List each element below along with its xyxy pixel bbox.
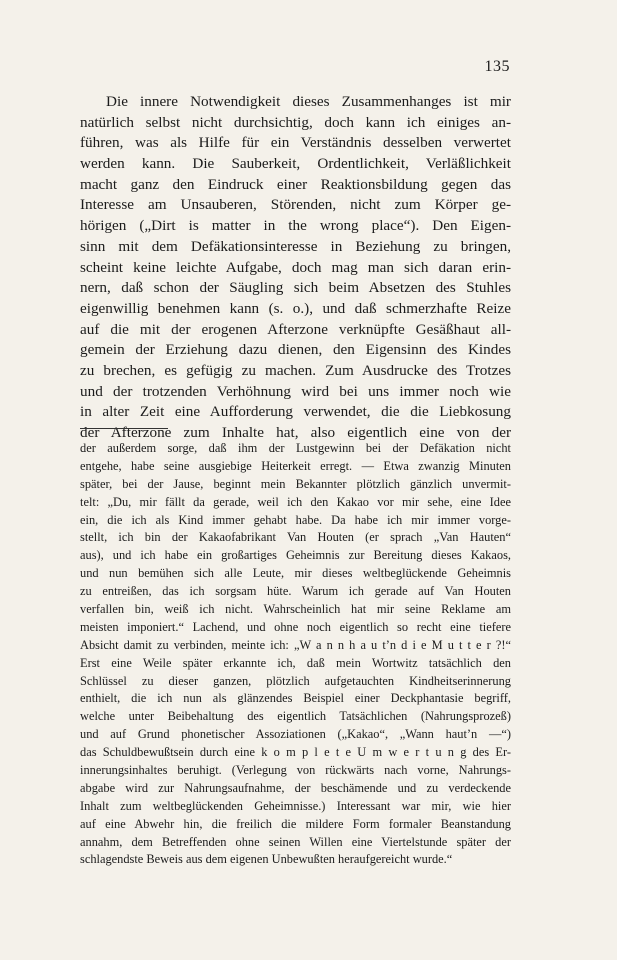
footnote-line: abgabe wird zur Nahrungsaufnahme, der beschämende und zu verdeckende — [80, 780, 511, 795]
footnote-line: und auf Grund phonetischer Assoziationen („Kakao“, „Wann haut’n —“) — [80, 727, 511, 742]
footnote-line: entgehe, habe seine ausgiebige Heiterkeit erregt. — Etwa zwanzig Minuten — [80, 458, 511, 473]
body-line: macht ganz den Eindruck einer Reaktionsbildung gegen das — [80, 175, 511, 193]
body-line: auf die mit der erogenen Afterzone verknüpfte Gesäßhaut all- — [80, 320, 511, 338]
footnote-line: der außerdem sorge, daß ihm der Lustgewinn bei der Defäkation nicht — [80, 441, 511, 455]
body-line: der Afterzone zum Inhalte hat, also eigentlich eine von der — [80, 424, 511, 441]
footnote-line: zu entreißen, das ich sorgsam hüte. Warum ich gerade auf Van Houten — [80, 584, 511, 599]
body-line: werden kann. Die Sauberkeit, Ordentlichkeit, Verläßlichkeit — [80, 155, 511, 173]
body-line: eigenwillig benehmen kann (s. o.), und daß schmerzhafte Reize — [80, 299, 511, 317]
footnote-line: aus), und ich habe ein großartiges Geheimnis zur Bereitung dieses Kakaos, — [80, 548, 511, 563]
footnote-line: später, bei der Jause, beginnt mein Bekannter plötzlich gänzlich unvermit- — [80, 476, 511, 491]
body-line: hörigen („Dirt is matter in the wrong place“). Den Eigen- — [80, 217, 511, 235]
body-line: und der trotzenden Verhöhnung wird bei uns immer noch wie — [80, 382, 511, 400]
footnote-line: welche unter Beibehaltung des eigentlich Tatsächlichen (Nahrungsprozeß) — [80, 709, 511, 724]
footnote-line: meisten imponiert.“ Lachend, und ohne noch eigentlich so recht eine tiefere — [80, 619, 511, 634]
footnote-line: telt: „Du, mir fällt da gerade, weil ich den Kakao vor mir sehe, eine Idee — [80, 494, 511, 509]
footnote-line: das Schuldbewußtsein durch eine k o m p l e t e U m w e r t u n g des Er- — [80, 745, 511, 760]
footnote-divider — [80, 428, 168, 429]
body-line: natürlich selbst nicht durchsichtig, doch kann ich einiges an- — [80, 113, 511, 131]
body-line: nern, daß schon der Säugling sich beim Absetzen des Stuhles — [80, 279, 511, 297]
footnote-line: Inhalt zum weltbeglückenden Geheimnisse.) Interessant war mir, wie hier — [80, 798, 511, 813]
page-number: 135 — [484, 58, 510, 75]
footnote-line: schlagendste Beweis aus dem eigenen Unbewußten heraufgereicht wurde.“ — [80, 852, 453, 867]
footnote-line: ein, die ich als Kind immer gehabt habe. Da habe ich mir immer vorge- — [80, 512, 511, 527]
footnote-line: und nun bemühen sich alle Leute, mir dieses weltbeglückende Geheimnis — [80, 566, 511, 581]
body-line: Die innere Notwendigkeit dieses Zusammenhanges ist mir — [106, 93, 511, 110]
body-line: scheint keine leichte Aufgabe, doch mag man sich daran erin- — [80, 258, 511, 276]
footnote-line: auf eine Abwehr hin, die freilich die mildere Form formaler Beanstandung — [80, 816, 511, 831]
footnote-line: innerungsinhaltes beruhigt. (Verlegung von rückwärts nach vorne, Nahrungs- — [80, 763, 511, 778]
body-line: zu brechen, es gefügig zu machen. Zum Ausdrucke des Trotzes — [80, 361, 511, 379]
footnote-line: verfallen bin, weiß ich nicht. Wahrscheinlich hat mir seine Reklame am — [80, 602, 511, 617]
body-line: gemein der Erziehung dazu dienen, den Eigensinn des Kindes — [80, 341, 511, 359]
footnote-line: annahm, dem Betreffenden ohne seinen Willen eine Viertelstunde später der — [80, 834, 511, 849]
body-line: Interesse am Unsauberen, Störenden, nicht zum Körper ge- — [80, 196, 511, 214]
body-line: sinn mit dem Defäkationsinteresse in Beziehung zu bringen, — [80, 237, 511, 255]
footnote — [80, 440, 511, 869]
body-line: in alter Zeit eine Aufforderung verwendet, die die Liebkosung — [80, 403, 511, 421]
main-text — [80, 92, 511, 444]
footnote-line: Erst eine Weile später erkannte ich, daß mein Wortwitz tatsächlich den — [80, 655, 511, 670]
footnote-line: enthielt, die ich nun als glänzendes Beispiel einer Deckphantasie begriff, — [80, 691, 511, 706]
footnote-line: stellt, ich bin der Kakaofabrikant Van Houten (er sprach „Van Hauten“ — [80, 530, 511, 545]
footnote-line: Schlüssel zu dieser ganzen, plötzlich aufgetauchten Kindheitserinnerung — [80, 673, 511, 688]
footnote-line: Absicht damit zu verbinden, meinte ich: „W a n n h a u t’n d i e M u t t e r ?!“ — [80, 637, 511, 652]
body-line: führen, was als Hilfe für ein Verständnis desselben verwertet — [80, 134, 511, 152]
